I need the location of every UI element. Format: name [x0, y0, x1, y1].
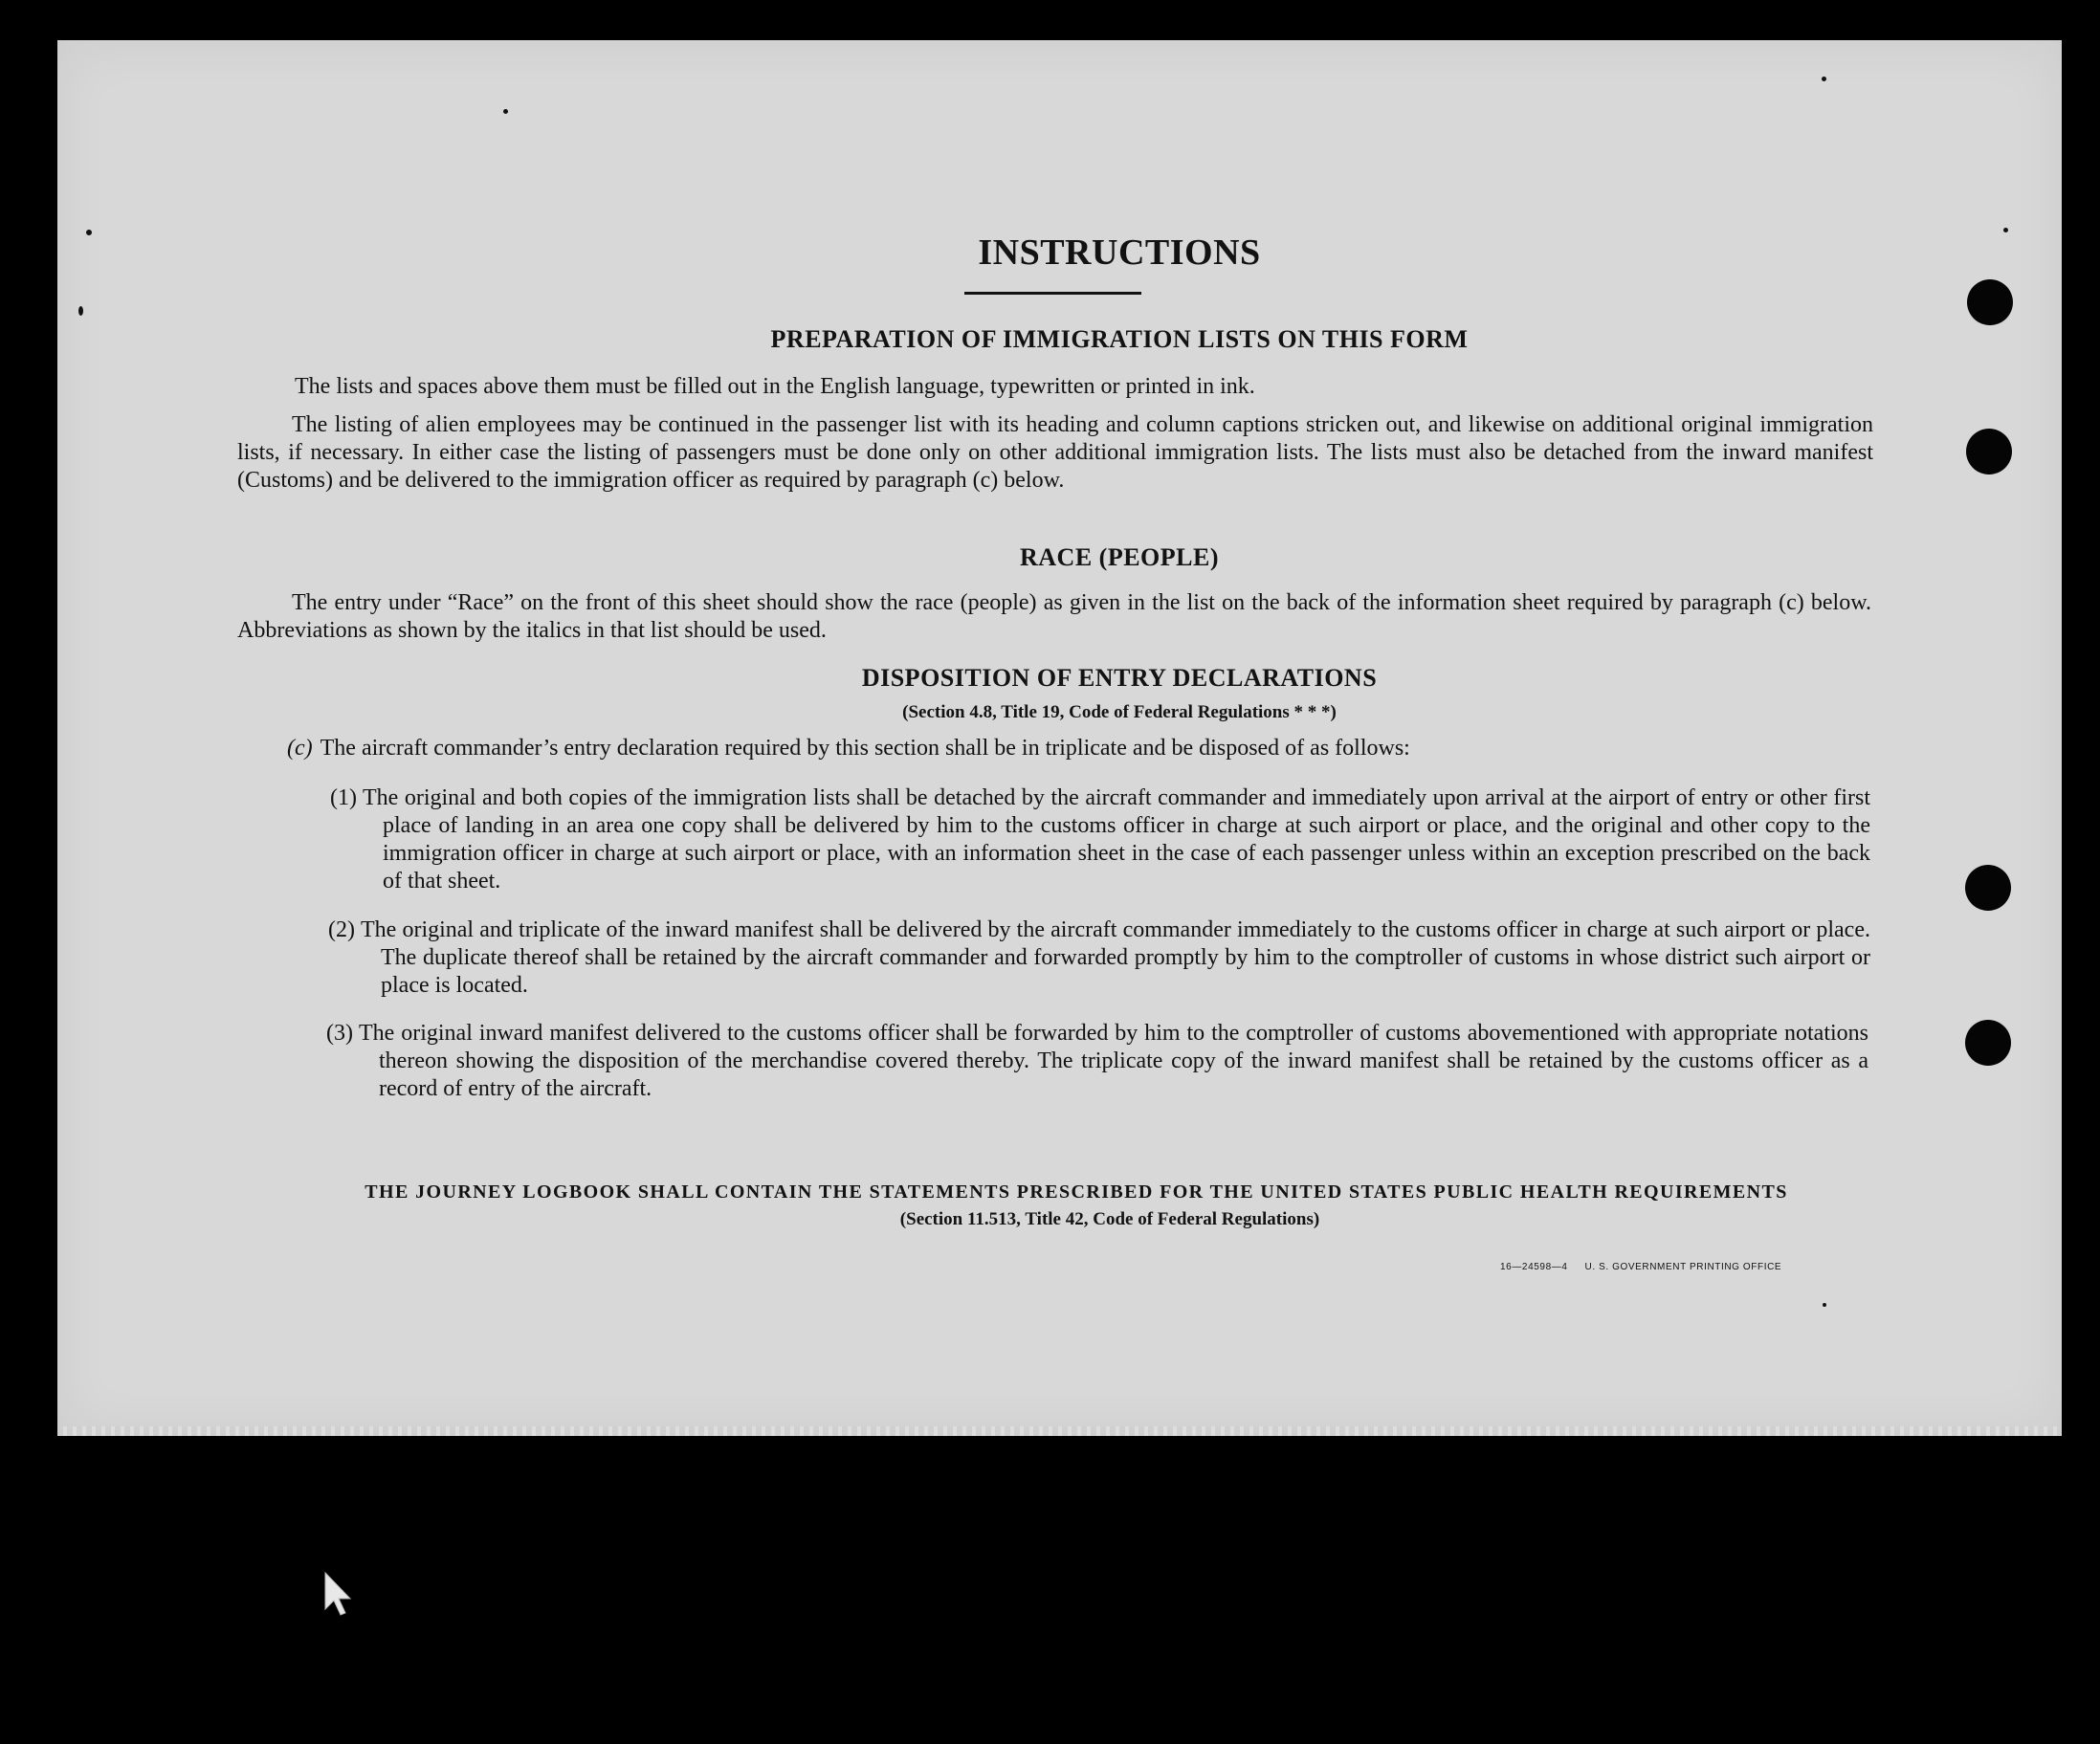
health-requirements-citation: (Section 11.513, Title 42, Code of Federal Regulations) — [899, 1209, 1320, 1229]
disposition-citation: (Section 4.8, Title 19, Code of Federal Regulations * * *) — [902, 702, 1337, 722]
item-number: (2) — [328, 917, 355, 942]
scan-speck — [78, 306, 83, 316]
health-requirements-statement: THE JOURNEY LOGBOOK SHALL CONTAIN THE STATEMENTS PRESCRIBED FOR THE UNITED STATES PUBLIC HEALTH REQUIREMENTS — [365, 1181, 1788, 1203]
scan-speck — [1823, 1303, 1826, 1307]
disposition-intro — [287, 735, 1913, 762]
list-item — [326, 1020, 1868, 1103]
preparation-paragraph-2: The listing of alien employees may be continued in the passenger list with its heading and column captions stricken out, and likewise on additional original immigration lists, if necessary. In either case the listing of passengers must be done only on other additional immigration lists. The lists must also be detached from the inward manifest (Customs) and be delivered to the immigration officer as required by paragraph (c) below. — [237, 412, 1873, 493]
item-number: (3) — [326, 1021, 353, 1046]
print-code: 16—24598—4 — [1500, 1262, 1568, 1272]
preparation-paragraph-1: The lists and spaces above them must be filled out in the English language, typewritten or printed in ink. — [295, 374, 1255, 399]
scan-speck — [1822, 77, 1826, 81]
scan-speck — [86, 230, 92, 235]
intro-text: The aircraft commander’s entry declaration required by this section shall be in triplicate and be disposed of as follows: — [320, 736, 1410, 761]
race-heading: RACE (PEOPLE) — [1020, 543, 1219, 571]
mouse-pointer-icon — [323, 1571, 362, 1619]
preparation-heading: PREPARATION OF IMMIGRATION LISTS ON THIS FORM — [770, 325, 1469, 353]
page-title: INSTRUCTIONS — [978, 232, 1261, 273]
punch-hole — [1965, 1020, 2011, 1066]
punch-hole — [1967, 279, 2013, 325]
race-paragraph: The entry under “Race” on the front of this sheet should show the race (people) as given in the list on the back of the information sheet required by paragraph (c) below. Abbreviations as shown by the italics in that list should be used. — [237, 590, 1871, 643]
paragraph-label: (c) — [287, 736, 313, 761]
title-underline — [964, 292, 1141, 295]
printer-name: U. S. GOVERNMENT PRINTING OFFICE — [1584, 1262, 1782, 1272]
disposition-heading: DISPOSITION OF ENTRY DECLARATIONS — [861, 664, 1378, 692]
printer-imprint — [1500, 1262, 1781, 1272]
punch-hole — [1965, 865, 2011, 911]
item-number: (1) — [330, 785, 357, 810]
list-item — [328, 916, 1870, 1000]
item-text: The original and triplicate of the inward manifest shall be delivered by the aircraft commander immediately to the customs officer in charge at such airport or place. The duplicate thereof shall be retained by the aircraft commander and forwarded promptly by him to the comptroller of customs in whose district such airport or place is located. — [360, 917, 1870, 998]
item-text: The original inward manifest delivered to the customs officer shall be forwarded by him to the comptroller of customs abovementioned with appropriate notations thereon showing the disposition of the merchandise covered thereby. The triplicate copy of the inward manifest shall be retained by the customs officer as a record of entry of the aircraft. — [358, 1021, 1868, 1101]
list-item — [330, 784, 1870, 895]
document-page — [57, 40, 2062, 1436]
item-text: The original and both copies of the immigration lists shall be detached by the aircraft commander and immediately upon arrival at the airport of entry or other first place of landing in an area one copy shall be delivered by him to the customs officer in charge at such airport or place, and the original and other copy to the immigration officer in charge at such airport or place, with an information sheet in the case of each passenger unless within an exception prescribed on the back of that sheet. — [362, 785, 1870, 894]
scan-speck — [2003, 228, 2008, 232]
scan-speck — [503, 109, 508, 114]
punch-hole — [1966, 429, 2012, 475]
